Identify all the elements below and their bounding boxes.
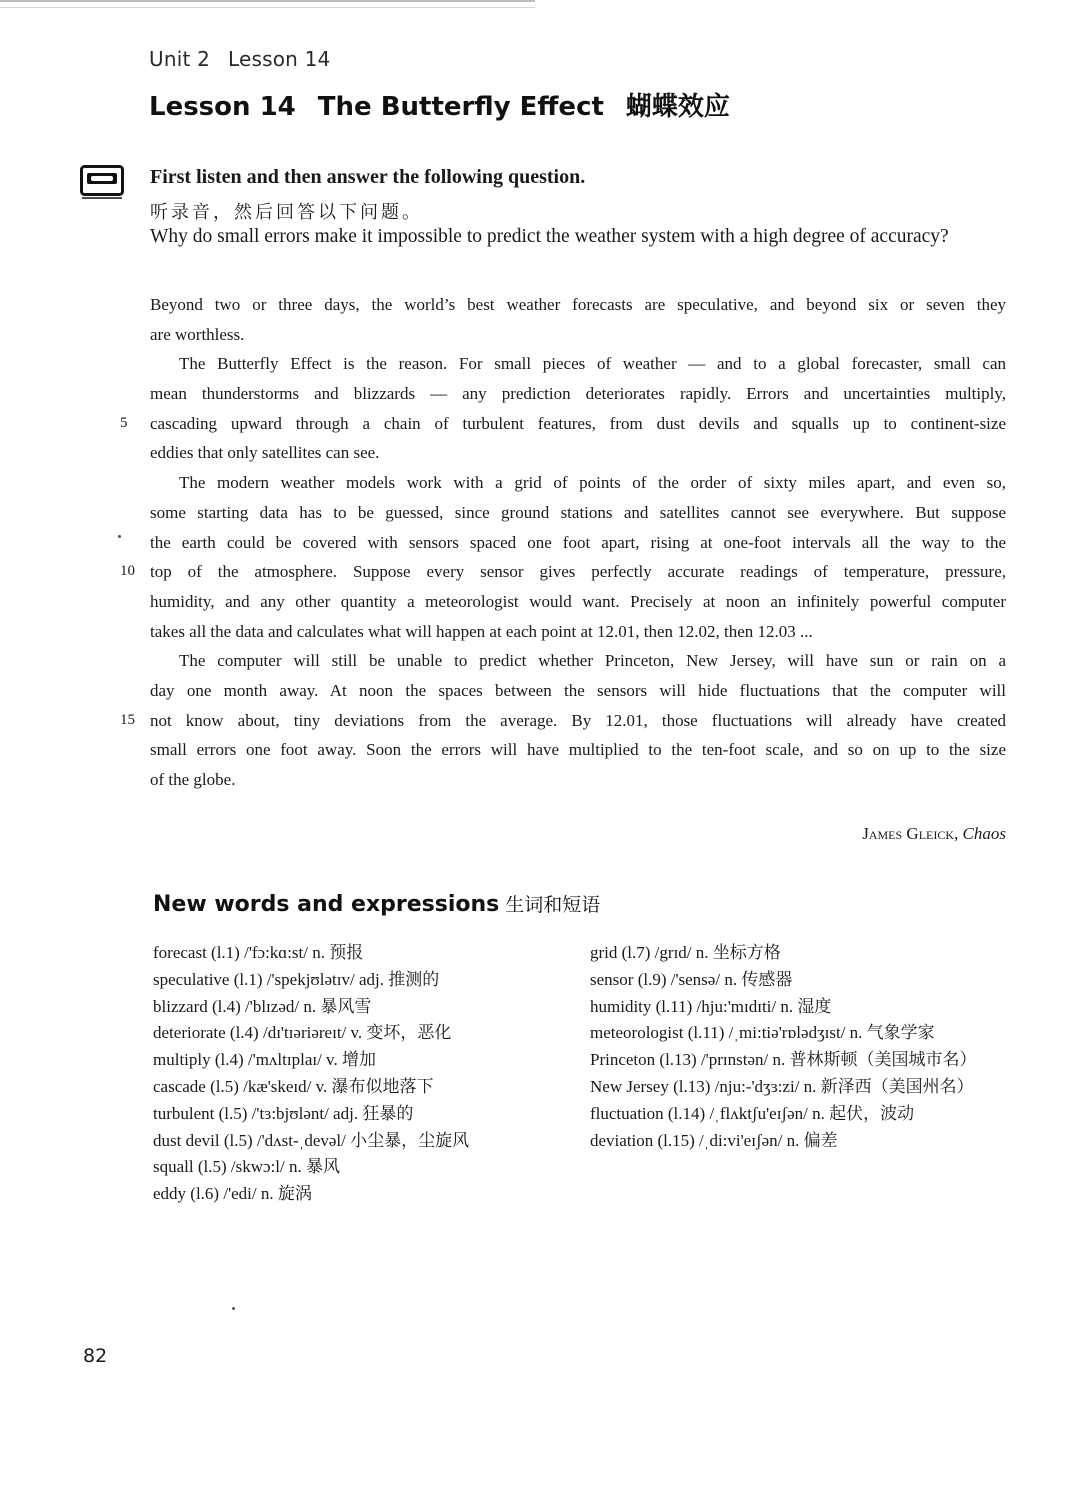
passage-line: small errors one foot away. Soon the errors will have multiplied to the ten-foot scale, and so on up to the size xyxy=(150,740,1006,760)
vocab-item: turbulent (l.5) /'tɜ:bjʊlənt/ adj. 狂暴的 xyxy=(153,1103,414,1123)
vocab-item: deteriorate (l.4) /dɪ'tɪəriəreɪt/ v. 变坏，恶化 xyxy=(153,1023,452,1043)
source-attribution: James Gleick, Chaos xyxy=(862,824,1006,843)
vocab-item: humidity (l.11) /hju:'mɪdɪti/ n. 湿度 xyxy=(590,996,832,1016)
passage-line: Beyond two or three days, the world’s best weather forecasts are speculative, and beyond six or seven they xyxy=(150,295,1006,314)
line-number: 10 xyxy=(120,563,135,580)
passage-line: eddies that only satellites can see. xyxy=(150,443,380,463)
scan-speck xyxy=(232,1307,235,1310)
lesson-label: Lesson 14 xyxy=(228,47,331,71)
vocab-item: cascade (l.5) /kæ'skeɪd/ v. 瀑布似地落下 xyxy=(153,1076,434,1096)
unit-label: Unit 2 xyxy=(149,47,210,71)
new-words-heading: New words and expressions 生词和短语 xyxy=(153,892,601,917)
vocab-item: Princeton (l.13) /'prɪnstən/ n. 普林斯顿（美国城市名） xyxy=(590,1050,977,1070)
title-english: The Butterfly Effect xyxy=(317,92,604,122)
vocab-item: deviation (l.15) /ˌdi:vi'eɪʃən/ n. 偏差 xyxy=(590,1130,838,1150)
book-title: Chaos xyxy=(962,824,1006,843)
vocab-item: eddy (l.6) /'edi/ n. 旋涡 xyxy=(153,1184,312,1204)
vocab-item: speculative (l.1) /'spekjʊlətɪv/ adj. 推测的 xyxy=(153,969,440,989)
title-chinese: 蝴蝶效应 xyxy=(625,92,730,122)
passage-line-numbered: 10 top of the atmosphere. Suppose every sensor gives perfectly accurate readings of temperature, pressure, xyxy=(150,557,1006,587)
top-rule xyxy=(0,0,535,2)
vocab-item: forecast (l.1) /'fɔ:kɑ:st/ n. 预报 xyxy=(153,943,364,962)
vocab-item: multiply (l.4) /'mʌltɪplaɪ/ v. 增加 xyxy=(153,1050,376,1070)
page-number: 82 xyxy=(83,1345,108,1367)
vocab-item: dust devil (l.5) /'dʌst-ˌdevəl/ 小尘暴，尘旋风 xyxy=(153,1130,470,1150)
passage-line: The modern weather models work with a grid of points of the order of sixty miles apart, and even so, xyxy=(179,473,1006,493)
passage-line: The computer will still be unable to predict whether Princeton, New Jersey, will have sun or rain on a xyxy=(179,651,1006,671)
vocab-item: fluctuation (l.14) /ˌflʌktʃu'eɪʃən/ n. 起伏，波动 xyxy=(590,1103,915,1123)
margin-mark xyxy=(118,535,121,538)
passage-line: the earth could be covered with sensors spaced one foot apart, rising at one-foot intervals all the way to the xyxy=(150,532,1006,552)
passage-line: are worthless. xyxy=(150,324,245,344)
passage-line-numbered: 5 cascading upward through a chain of turbulent features, from dust devils and squalls up to continent-size xyxy=(150,409,1006,439)
passage-line: some starting data has to be guessed, since ground stations and satellites cannot see everywhere. But suppose xyxy=(150,502,1006,522)
vocab-item: blizzard (l.4) /'blɪzəd/ n. 暴风雪 xyxy=(153,996,372,1016)
line-number: 15 xyxy=(120,711,135,728)
vocab-item: sensor (l.9) /'sensə/ n. 传感器 xyxy=(590,969,793,989)
passage-line-numbered: 15 not know about, tiny deviations from the average. By 12.01, those fluctuations will already have created xyxy=(150,706,1006,736)
cassette-tape-icon xyxy=(80,165,124,199)
reading-passage xyxy=(120,290,1006,795)
passage-line: mean thunderstorms and blizzards — any prediction deteriorates rapidly. Errors and uncertainties multiply, xyxy=(150,384,1006,404)
passage-line: day one month away. At noon the spaces between the sensors will hide fluctuations that the computer will xyxy=(150,680,1006,700)
vocabulary-column-left xyxy=(153,940,553,1208)
author-name: James Gleick xyxy=(862,824,955,843)
vocab-item: New Jersey (l.13) /nju:-'dʒɜ:zi/ n. 新泽西（美国州名） xyxy=(590,1076,974,1096)
vocab-item: grid (l.7) /grɪd/ n. 坐标方格 xyxy=(590,943,781,962)
line-number: 5 xyxy=(120,414,128,431)
passage-line: humidity, and any other quantity a meteorologist would want. Precisely at noon an infinitely powerful computer xyxy=(150,591,1006,611)
passage-line: The Butterfly Effect is the reason. For small pieces of weather — and to a global forecaster, small can xyxy=(179,354,1006,374)
vocab-item: meteorologist (l.11) /ˌmi:tiə'rɒlədʒɪst/ n. 气象学家 xyxy=(590,1023,935,1043)
new-words-heading-cn: 生词和短语 xyxy=(505,894,601,916)
listening-instruction-en: First listen and then answer the following question. xyxy=(150,166,586,188)
page-title xyxy=(149,86,730,123)
vocab-item: squall (l.5) /skwɔ:l/ n. 暴风 xyxy=(153,1157,340,1177)
running-header xyxy=(149,47,348,71)
listening-instruction-cn: 听录音，然后回答以下问题。 xyxy=(150,202,423,223)
passage-line: of the globe. xyxy=(150,770,236,789)
passage-line: takes all the data and calculates what will happen at each point at 12.01, then 12.02, then 12.03 ... xyxy=(150,621,813,641)
vocabulary-column-right xyxy=(590,940,1015,1154)
title-lesson: Lesson 14 xyxy=(149,92,296,122)
comprehension-question: Why do small errors make it impossible to predict the weather system with a high degree of accuracy? xyxy=(150,226,949,247)
top-rule-thin xyxy=(0,7,535,8)
